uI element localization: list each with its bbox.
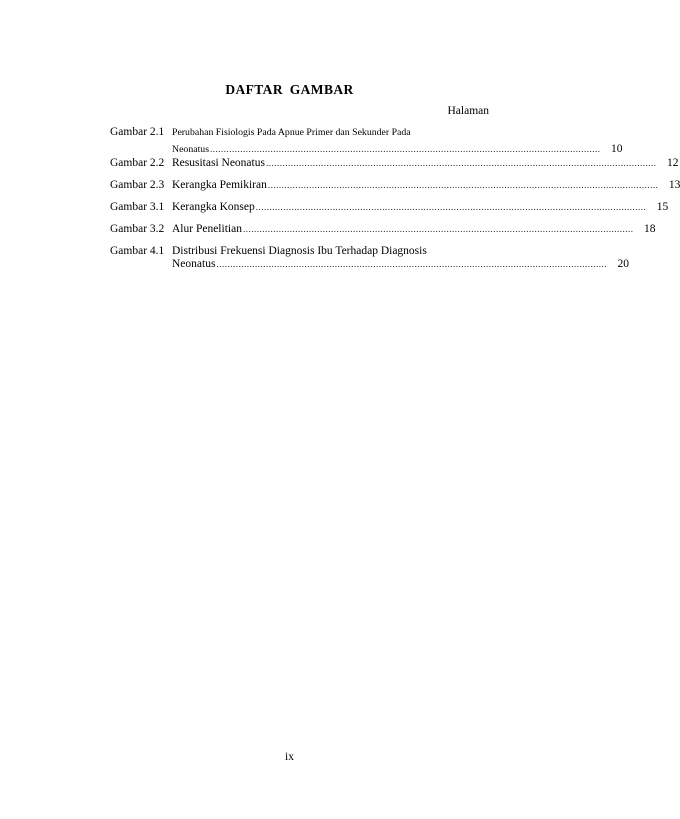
figure-page-number: 15 bbox=[656, 201, 669, 213]
figure-caption: Alur Penelitian bbox=[172, 223, 242, 235]
figure-list bbox=[110, 126, 680, 271]
figure-entry-3-2 bbox=[110, 223, 656, 236]
leader-dots: .............................................................................................................................................. bbox=[242, 224, 634, 234]
figure-entry-2-3 bbox=[110, 179, 680, 192]
page-column-label: Halaman bbox=[447, 105, 489, 117]
figure-number: Gambar 3.2 bbox=[110, 223, 165, 235]
leader-dots: .............................................................................................................................................. bbox=[265, 158, 657, 168]
figure-caption-continued: Neonatus bbox=[172, 144, 210, 155]
figure-page-number: 10 bbox=[611, 143, 623, 155]
figure-page-number: 18 bbox=[643, 223, 656, 235]
figure-caption: Kerangka Konsep bbox=[172, 201, 255, 213]
figure-number: Gambar 2.1 bbox=[110, 126, 165, 138]
figure-page-number: 20 bbox=[617, 258, 629, 270]
figure-caption-continued: Neonatus bbox=[172, 258, 216, 270]
leader-dots: .............................................................................................................................................. bbox=[210, 144, 601, 154]
figure-number: Gambar 4.1 bbox=[110, 245, 165, 257]
figure-entry-2-1 bbox=[110, 126, 623, 156]
figure-caption: Kerangka Pemikiran bbox=[172, 179, 267, 191]
figure-number: Gambar 3.1 bbox=[110, 201, 165, 213]
figure-entry-2-2 bbox=[110, 157, 679, 170]
page-number: ix bbox=[285, 751, 294, 763]
leader-dots: .............................................................................................................................................. bbox=[216, 259, 607, 269]
figure-number: Gambar 2.3 bbox=[110, 179, 165, 191]
figure-page-number: 12 bbox=[666, 157, 679, 169]
leader-dots: .............................................................................................................................................. bbox=[255, 202, 647, 212]
figure-caption: Perubahan Fisiologis Pada Apnue Primer dan Sekunder Pada bbox=[172, 127, 411, 138]
figure-caption: Resusitasi Neonatus bbox=[172, 157, 265, 169]
leader-dots: .............................................................................................................................................. bbox=[267, 180, 659, 190]
figure-page-number: 13 bbox=[668, 179, 680, 191]
figure-entry-3-1 bbox=[110, 201, 669, 214]
figure-number: Gambar 2.2 bbox=[110, 157, 165, 169]
page-title: DAFTAR GAMBAR bbox=[225, 82, 354, 97]
figure-entry-4-1 bbox=[110, 245, 629, 271]
figure-caption: Distribusi Frekuensi Diagnosis Ibu Terhadap Diagnosis bbox=[172, 245, 427, 257]
